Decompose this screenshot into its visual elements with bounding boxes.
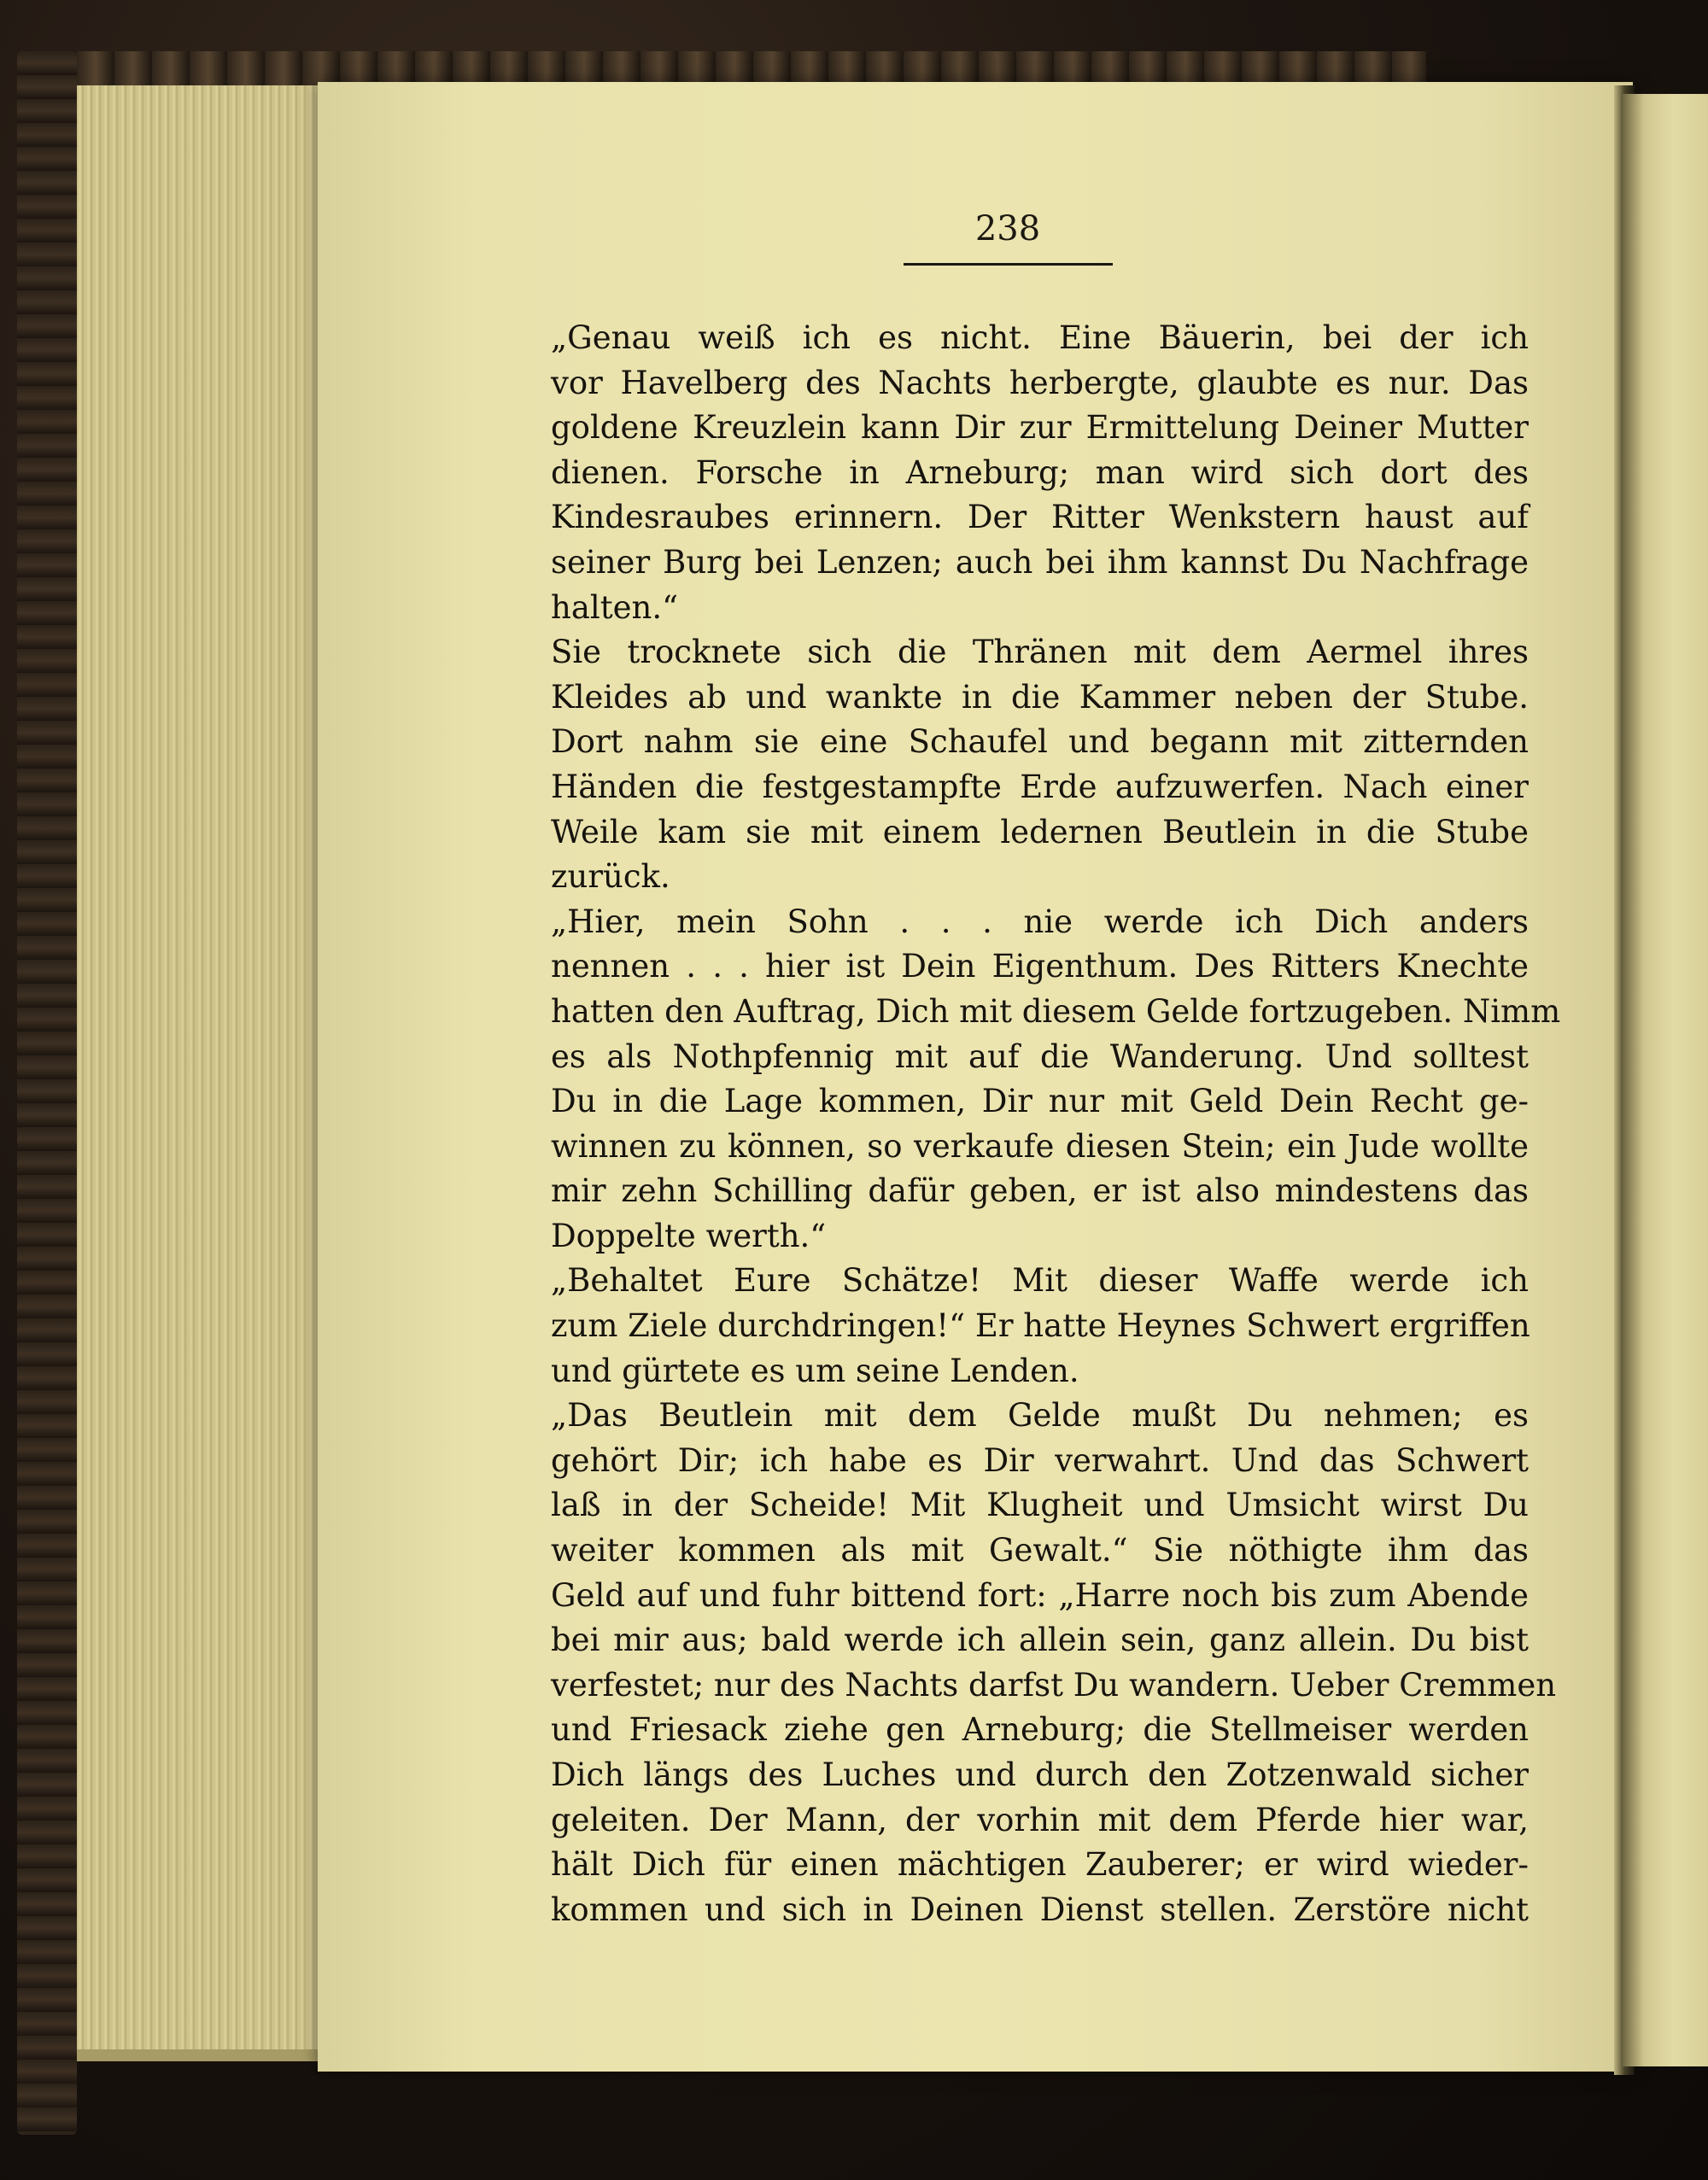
text-line: Dort nahm sie eine Schaufel und begann mit zitternden	[551, 723, 1529, 761]
text-line: goldene Kreuzlein kann Dir zur Ermittelung Deiner Mutter	[551, 409, 1529, 447]
cover-spine-edge	[17, 51, 77, 2135]
paragraph	[457, 316, 1529, 630]
text-line: Weile kam sie mit einem ledernen Beutlein in die Stube	[551, 813, 1529, 850]
page-number-rule	[904, 263, 1113, 266]
text-line: Händen die festgestampfte Erde aufzuwerfen. Nach einer	[551, 768, 1529, 805]
paragraph	[457, 630, 1529, 900]
text-line: weiter kommen als mit Gewalt.“ Sie nöthigte ihm das	[551, 1532, 1529, 1569]
text-line: Du in die Lage kommen, Dir nur mit Geld Dein Recht ge-	[551, 1083, 1529, 1120]
paragraph	[457, 1394, 1557, 1932]
text-line: geleiten. Der Mann, der vorhin mit dem Pferde hier war,	[551, 1801, 1529, 1838]
text-line: zum Ziele durchdringen!“ Er hatte Heynes Schwert ergriffen	[551, 1307, 1530, 1345]
text-line: Doppelte werth.“	[551, 1217, 827, 1254]
text-line: vor Havelberg des Nachts herbergte, glaubte es nur. Das	[551, 364, 1529, 401]
text-line: „Behaltet Eure Schätze! Mit dieser Waffe werde ich	[551, 1262, 1529, 1300]
paragraph	[457, 900, 1561, 1259]
page-text	[457, 316, 1561, 1932]
text-line: und Friesack ziehe gen Arneburg; die Stellmeiser werden	[551, 1711, 1529, 1749]
text-line: verfestet; nur des Nachts darfst Du wandern. Ueber Cremmen	[551, 1666, 1557, 1704]
text-line: „Genau weiß ich es nicht. Eine Bäuerin, bei der ich	[551, 319, 1529, 356]
text-line: laß in der Scheide! Mit Klugheit und Umsicht wirst Du	[551, 1487, 1529, 1524]
text-line: es als Nothpfennig mit auf die Wanderung. Und solltest	[551, 1037, 1529, 1075]
text-line: Kindesraubes erinnern. Der Ritter Wenkstern haust auf	[551, 499, 1529, 536]
page-number: 238	[974, 209, 1041, 248]
text-line: nennen . . . hier ist Dein Eigenthum. Des Ritters Knechte	[551, 948, 1529, 985]
text-line: bei mir aus; bald werde ich allein sein, ganz allein. Du bist	[551, 1622, 1529, 1659]
text-line: seiner Burg bei Lenzen; auch bei ihm kannst Du Nachfrage	[551, 543, 1529, 581]
page-edges-stack	[77, 85, 325, 2061]
text-line: zurück.	[551, 858, 670, 896]
text-line: hatten den Auftrag, Dich mit diesem Gelde fortzugeben. Nimm	[551, 992, 1561, 1030]
text-line: und gürtete es um seine Lenden.	[551, 1352, 1079, 1389]
text-line: winnen zu können, so verkaufe diesen Stein; ein Jude wollte	[551, 1127, 1529, 1165]
text-line: gehört Dir; ich habe es Dir verwahrt. Und das Schwert	[551, 1441, 1529, 1479]
text-line: mir zehn Schilling dafür geben, er ist also mindestens das	[551, 1172, 1529, 1210]
paragraph	[457, 1259, 1529, 1394]
text-line: Dich längs des Luches und durch den Zotzenwald sicher	[551, 1756, 1529, 1793]
text-line: Geld auf und fuhr bittend fort: „Harre noch bis zum Abende	[551, 1576, 1529, 1614]
text-line: „Das Beutlein mit dem Gelde mußt Du nehmen; es	[551, 1397, 1529, 1435]
facing-page-edge	[1623, 94, 1708, 2066]
text-line: Kleides ab und wankte in die Kammer neben der Stube.	[551, 678, 1529, 716]
text-line: „Hier, mein Sohn . . . nie werde ich Dich anders	[551, 903, 1529, 940]
text-line: halten.“	[551, 588, 678, 626]
text-line: kommen und sich in Deinen Dienst stellen. Zerstöre nicht	[551, 1891, 1529, 1928]
text-line: dienen. Forsche in Arneburg; man wird sich dort des	[551, 453, 1529, 491]
text-line: hält Dich für einen mächtigen Zauberer; er wird wieder-	[551, 1846, 1529, 1884]
text-line: Sie trocknete sich die Thränen mit dem Aermel ihres	[551, 634, 1529, 671]
